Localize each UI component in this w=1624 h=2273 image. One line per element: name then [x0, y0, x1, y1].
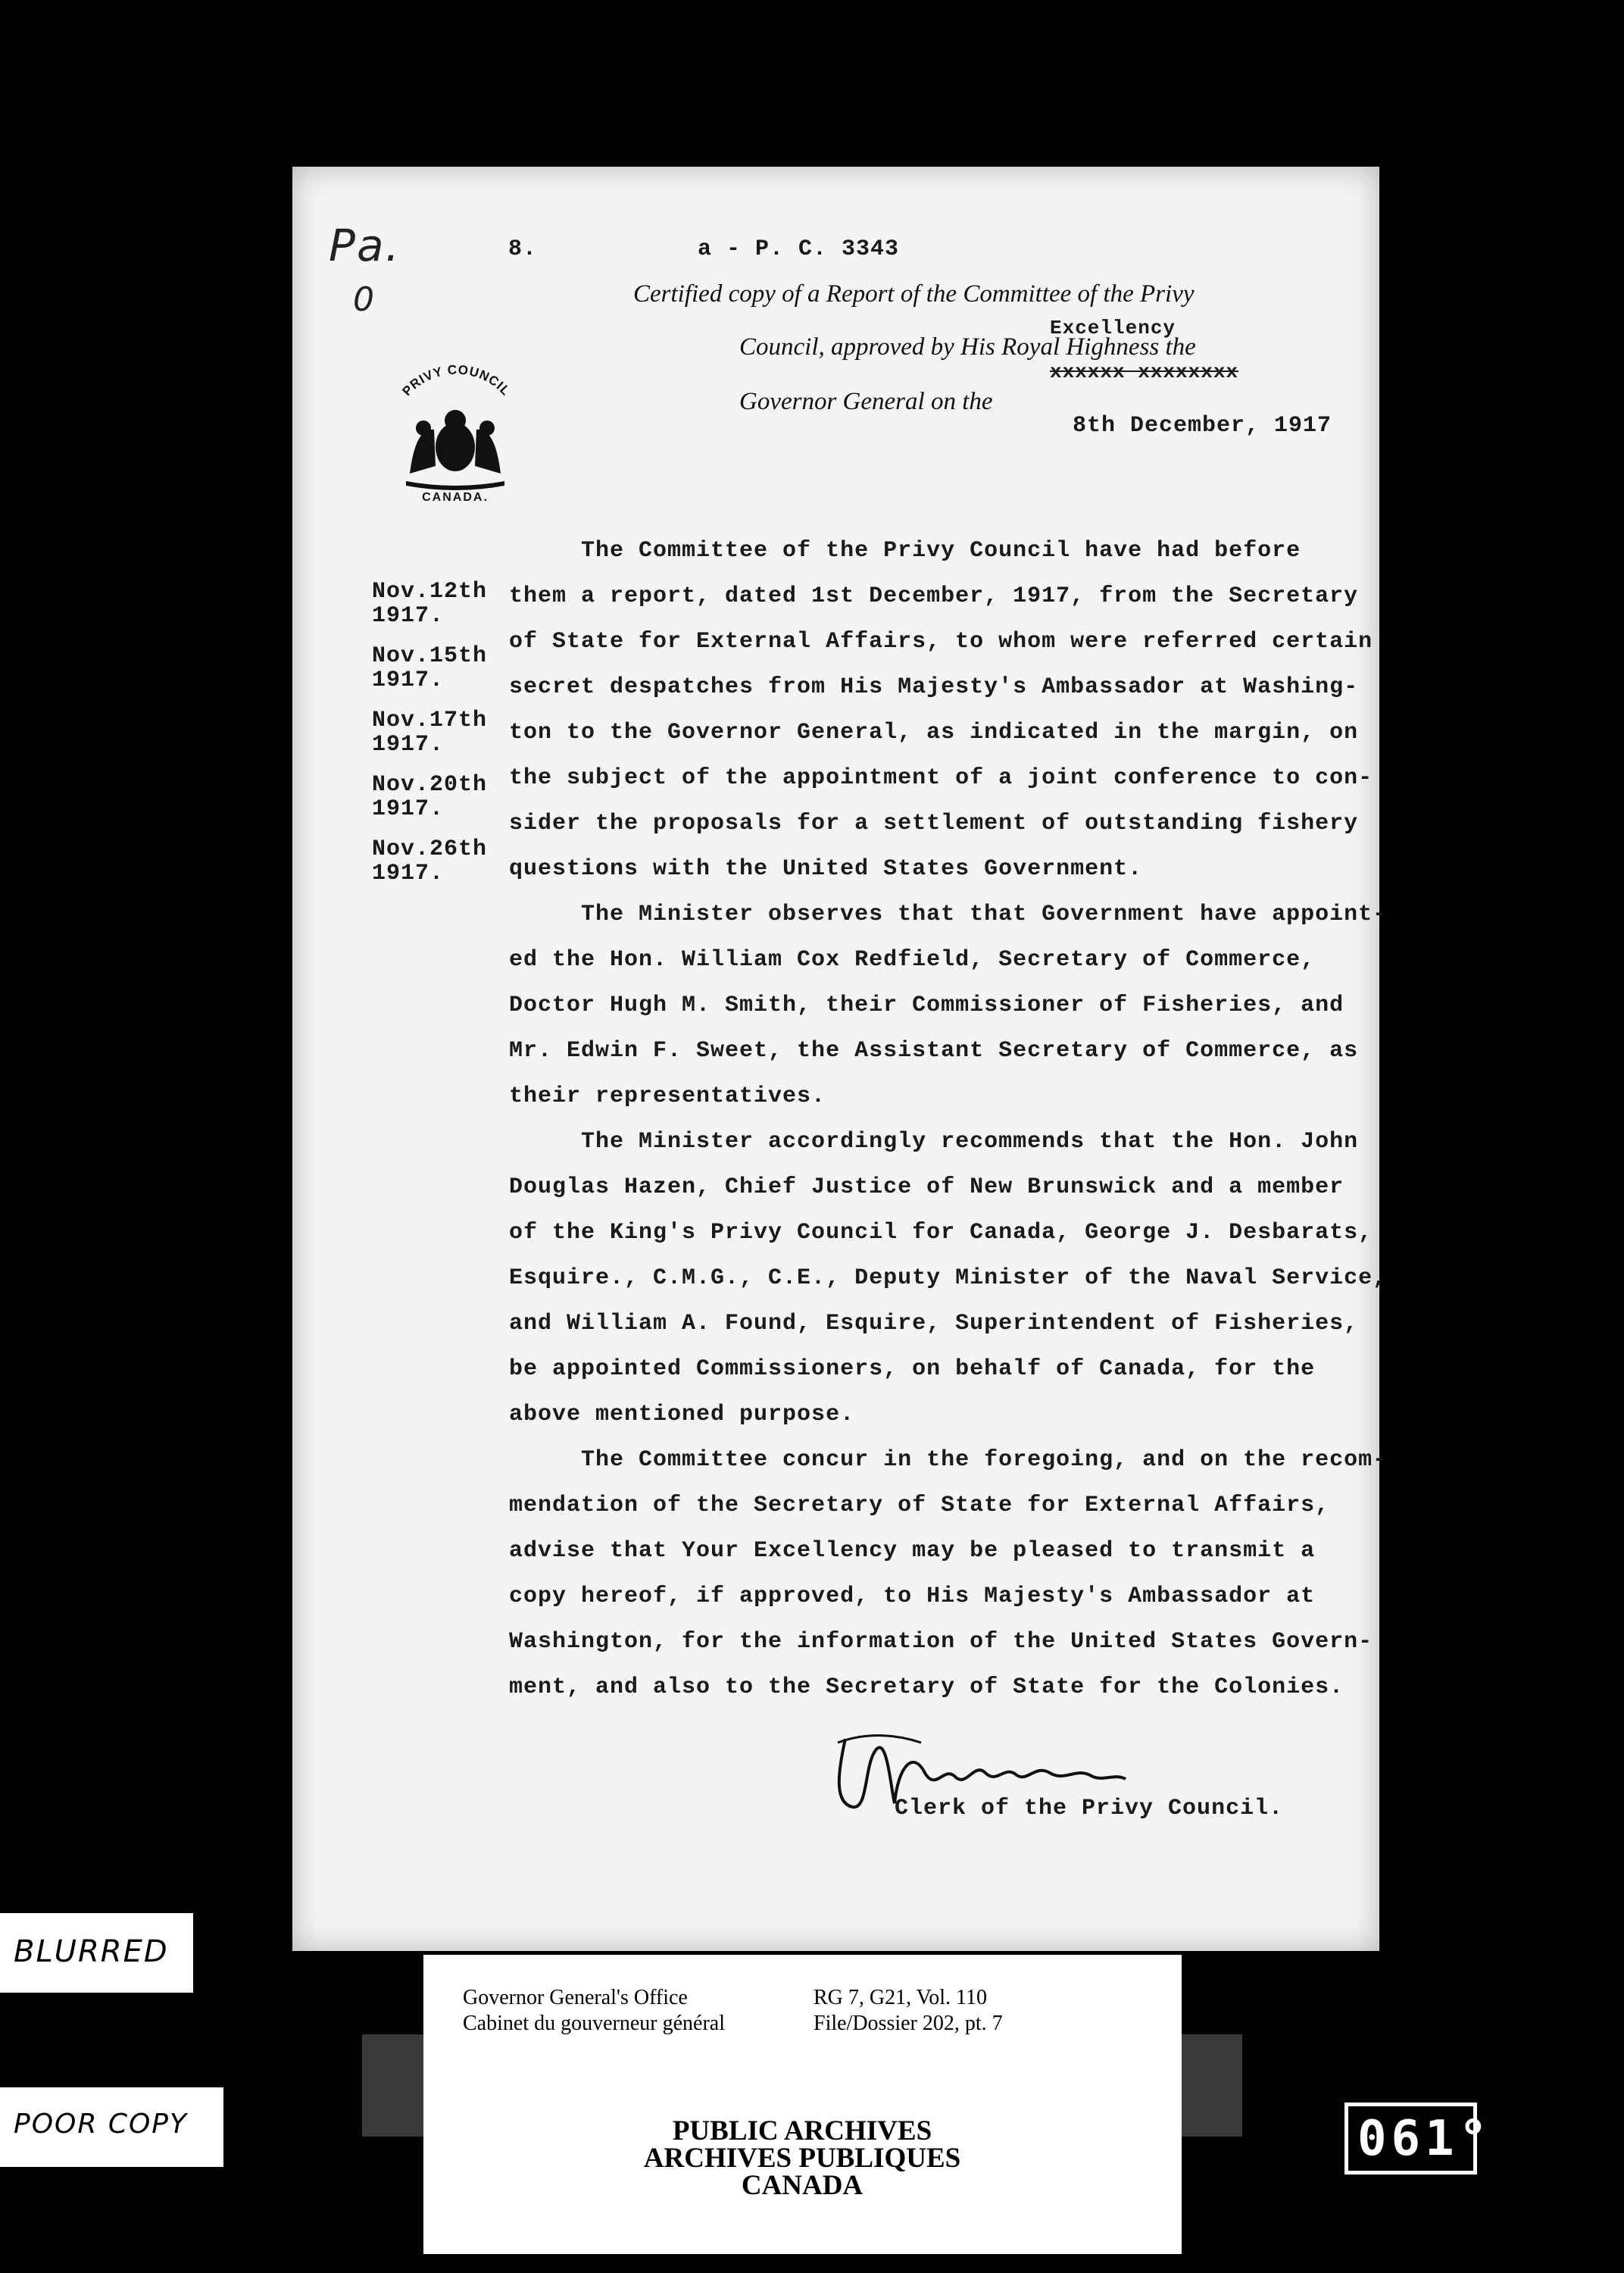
archives-en: PUBLIC ARCHIVES [672, 2115, 932, 2146]
body-line: be appointed Commissioners, on behalf of Canada, for the [509, 1356, 1316, 1382]
archive-label [423, 1955, 1182, 2254]
body-line: sider the proposals for a settlement of outstanding fishery [509, 811, 1359, 836]
body-line: advise that Your Excellency may be pleased to transmit a [509, 1538, 1316, 1564]
frame-number: 061° [1357, 2111, 1493, 2167]
margin-note-5: Nov.26th 1917. [372, 836, 488, 886]
body-line: The Minister accordingly recommends that the Hon. John [509, 1129, 1359, 1155]
report-date: 8th December, 1917 [1073, 413, 1332, 439]
ref-line-1: RG 7, G21, Vol. 110 [814, 1986, 987, 2009]
header-line-3: Governor General on the [739, 388, 993, 415]
body-line: the subject of the appointment of a joint conference to con- [509, 765, 1373, 791]
body-line: The Committee of the Privy Council have had before [509, 538, 1301, 564]
privy-council-crest [379, 360, 531, 504]
body-line: of the King's Privy Council for Canada, George J. Desbarats, [509, 1220, 1373, 1246]
body-line: The Committee concur in the foregoing, and on the recom- [509, 1447, 1388, 1473]
body-line: them a report, dated 1st December, 1917, from the Secretary [509, 583, 1359, 609]
office-fr: Cabinet du gouverneur général [463, 2012, 725, 2035]
body-line: Washington, for the information of the United States Govern- [509, 1629, 1373, 1655]
frame-number-box [1344, 2103, 1493, 2175]
body-line: ment, and also to the Secretary of State for the Colonies. [509, 1674, 1344, 1700]
body-line: of State for External Affairs, to whom were referred certain [509, 629, 1373, 655]
order-number: a - P. C. 3343 [698, 236, 900, 262]
body-line: Doctor Hugh M. Smith, their Commissioner of Fisheries, and [509, 993, 1344, 1018]
signature-title: Clerk of the Privy Council. [895, 1796, 1284, 1821]
archives-country: CANADA [741, 2170, 864, 2201]
margin-note-2: Nov.15th 1917. [372, 643, 488, 693]
header-strikeout: xxxxxx xxxxxxxx [1050, 361, 1239, 383]
body-line: Douglas Hazen, Chief Justice of New Brunswick and a member [509, 1174, 1344, 1200]
margin-note-1: Nov.12th 1917. [372, 579, 488, 629]
body-line: secret despatches from His Majesty's Ambassador at Washing- [509, 674, 1359, 700]
poor-copy-label: POOR COPY [0, 2087, 223, 2167]
body-line: above mentioned purpose. [509, 1402, 855, 1427]
handwritten-mark: Pa. [329, 220, 401, 271]
blurred-label: BLURRED [0, 1913, 193, 1993]
header-line-2: Council, approved by His Royal Highness the [739, 333, 1196, 361]
ref-line-2: File/Dossier 202, pt. 7 [814, 2012, 1003, 2035]
body-line: ton to the Governor General, as indicated in the margin, on [509, 720, 1359, 746]
body-line: mendation of the Secretary of State for External Affairs, [509, 1493, 1330, 1518]
header-overwrite: Excellency [1050, 317, 1176, 339]
top-reference: 8. [508, 236, 538, 262]
body-line: Mr. Edwin F. Sweet, the Assistant Secretary of Commerce, as [509, 1038, 1359, 1064]
body-line: ed the Hon. William Cox Redfield, Secretary of Commerce, [509, 947, 1316, 973]
document-page [292, 167, 1388, 1951]
body-line: Esquire., C.M.G., C.E., Deputy Minister of the Naval Service, [509, 1265, 1388, 1291]
body-line: their representatives. [509, 1083, 826, 1109]
crest-emblem-icon [379, 360, 531, 504]
body-line: questions with the United States Government. [509, 856, 1143, 882]
handwritten-mark-2: 0 [353, 280, 376, 319]
margin-note-4: Nov.20th 1917. [372, 772, 488, 822]
crest-country: CANADA. [422, 491, 489, 504]
body-line: copy hereof, if approved, to His Majesty's Ambassador at [509, 1584, 1316, 1609]
archives-fr: ARCHIVES PUBLIQUES [643, 2143, 961, 2174]
body-line: The Minister observes that that Government have appoint- [509, 902, 1388, 927]
header-line-1: Certified copy of a Report of the Committee of the Privy [633, 280, 1195, 308]
margin-note-3: Nov.17th 1917. [372, 708, 488, 758]
svg-text:PRIVY COUNCIL [399, 362, 513, 399]
body-line: and William A. Found, Esquire, Superintendent of Fisheries, [509, 1311, 1359, 1337]
office-en: Governor General's Office [463, 1986, 688, 2009]
crest-arc-text: PRIVY COUNCIL [399, 362, 514, 399]
